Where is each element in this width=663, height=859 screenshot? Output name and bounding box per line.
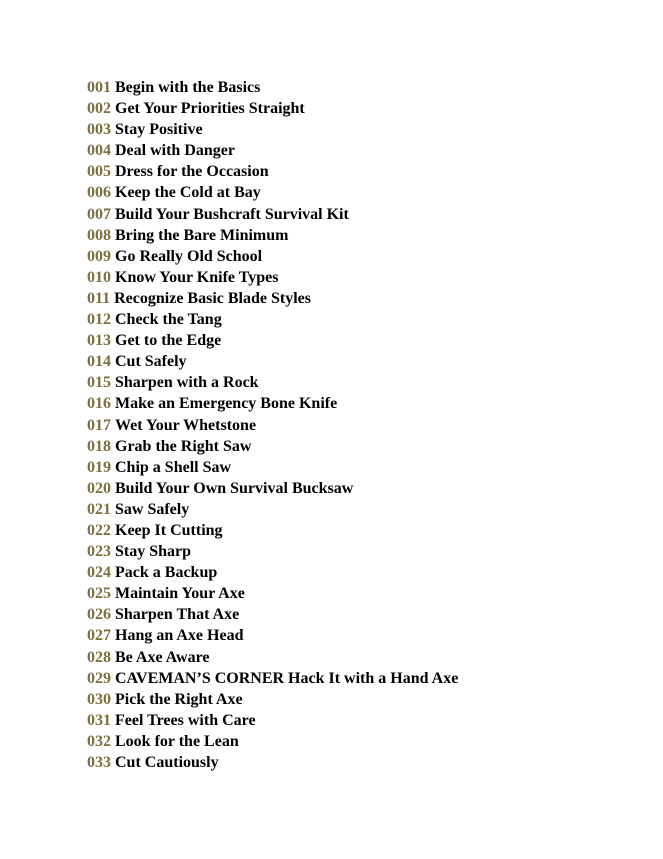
toc-entry-title[interactable]: Chip a Shell Saw — [115, 458, 232, 476]
toc-entry-number: 027 — [87, 627, 111, 645]
toc-entry[interactable] — [87, 520, 458, 541]
toc-entry-title[interactable]: Check the Tang — [115, 311, 222, 329]
toc-entry-title[interactable]: Sharpen That Axe — [115, 606, 240, 624]
toc-entry[interactable] — [87, 752, 458, 773]
toc-entry-number: 022 — [87, 521, 111, 539]
table-of-contents — [87, 77, 458, 773]
toc-entry[interactable] — [87, 161, 458, 182]
toc-entry[interactable] — [87, 583, 458, 604]
toc-entry-number: 017 — [87, 416, 111, 434]
toc-entry-number: 030 — [87, 690, 111, 708]
toc-entry-title[interactable]: Build Your Own Survival Bucksaw — [115, 479, 354, 497]
toc-entry-title[interactable]: Stay Positive — [115, 121, 203, 139]
toc-entry-number: 014 — [87, 353, 111, 371]
toc-entry[interactable] — [87, 499, 458, 520]
toc-entry-number: 031 — [87, 711, 111, 729]
toc-entry-number: 018 — [87, 437, 111, 455]
toc-entry[interactable] — [87, 562, 458, 583]
toc-entry-number: 016 — [87, 395, 111, 413]
toc-entry-number: 025 — [87, 585, 111, 603]
toc-entry[interactable] — [87, 98, 458, 119]
toc-entry[interactable] — [87, 225, 458, 246]
toc-entry[interactable] — [87, 625, 458, 646]
toc-entry[interactable] — [87, 182, 458, 203]
toc-entry-number: 004 — [87, 142, 111, 160]
toc-entry-title[interactable]: Be Axe Aware — [115, 648, 210, 666]
toc-entry-number: 003 — [87, 121, 111, 139]
toc-entry-title[interactable]: Get to the Edge — [115, 332, 222, 350]
toc-entry-number: 032 — [87, 732, 111, 750]
toc-entry-title[interactable]: Cut Cautiously — [115, 754, 219, 771]
toc-entry-number: 019 — [87, 458, 111, 476]
toc-entry-number: 020 — [87, 479, 111, 497]
toc-entry-title[interactable]: Pack a Backup — [115, 564, 218, 582]
toc-entry-number: 011 — [87, 289, 111, 307]
toc-entry-number: 008 — [87, 226, 111, 244]
toc-entry[interactable] — [87, 689, 458, 710]
toc-entry-title[interactable]: CAVEMAN’S CORNER Hack It with a Hand Axe — [115, 669, 459, 687]
toc-entry-title[interactable]: Cut Safely — [115, 353, 187, 371]
toc-entry[interactable] — [87, 478, 458, 499]
toc-entry-number: 024 — [87, 564, 111, 582]
toc-entry-number: 023 — [87, 543, 111, 561]
toc-entry-title[interactable]: Build Your Bushcraft Survival Kit — [115, 205, 349, 223]
toc-entry[interactable] — [87, 309, 458, 330]
toc-entry-number: 010 — [87, 268, 111, 286]
toc-entry-number: 029 — [87, 669, 111, 687]
toc-entry-title[interactable]: Know Your Knife Types — [115, 268, 279, 286]
toc-entry-number: 028 — [87, 648, 111, 666]
toc-entry-title[interactable]: Go Really Old School — [115, 247, 263, 265]
toc-entry[interactable] — [87, 267, 458, 288]
toc-entry[interactable] — [87, 330, 458, 351]
toc-entry-title[interactable]: Stay Sharp — [115, 543, 192, 561]
toc-entry-number: 001 — [87, 79, 111, 96]
toc-entry-number: 006 — [87, 184, 111, 202]
toc-entry[interactable] — [87, 604, 458, 625]
toc-entry-title[interactable]: Keep It Cutting — [115, 521, 223, 539]
toc-entry[interactable] — [87, 415, 458, 436]
toc-entry-title[interactable]: Wet Your Whetstone — [115, 416, 257, 434]
toc-entry-number: 033 — [87, 754, 111, 771]
toc-entry[interactable] — [87, 246, 458, 267]
toc-entry-number: 002 — [87, 100, 111, 118]
toc-entry-title[interactable]: Make an Emergency Bone Knife — [115, 395, 338, 413]
toc-entry[interactable] — [87, 204, 458, 225]
toc-entry-title[interactable]: Sharpen with a Rock — [115, 374, 259, 392]
toc-entry[interactable] — [87, 351, 458, 372]
toc-entry[interactable] — [87, 140, 458, 161]
toc-entry-title[interactable]: Get Your Priorities Straight — [115, 100, 305, 118]
toc-entry-title[interactable]: Grab the Right Saw — [115, 437, 252, 455]
toc-entry[interactable] — [87, 647, 458, 668]
toc-entry-title[interactable]: Saw Safely — [115, 500, 190, 518]
toc-entry-title[interactable]: Hang an Axe Head — [115, 627, 244, 645]
toc-entry-title[interactable]: Dress for the Occasion — [115, 163, 269, 181]
toc-entry-title[interactable]: Maintain Your Axe — [115, 585, 245, 603]
toc-entry-number: 013 — [87, 332, 111, 350]
toc-entry[interactable] — [87, 731, 458, 752]
toc-entry-number: 012 — [87, 311, 111, 329]
toc-entry[interactable] — [87, 119, 458, 140]
toc-entry-number: 021 — [87, 500, 111, 518]
toc-entry-title[interactable]: Deal with Danger — [115, 142, 235, 160]
toc-entry-number: 005 — [87, 163, 111, 181]
toc-entry[interactable] — [87, 668, 458, 689]
toc-entry[interactable] — [87, 436, 458, 457]
toc-entry-title[interactable]: Look for the Lean — [115, 732, 239, 750]
toc-entry-number: 007 — [87, 205, 111, 223]
toc-entry-number: 015 — [87, 374, 111, 392]
toc-entry-title[interactable]: Bring the Bare Minimum — [115, 226, 289, 244]
toc-entry[interactable] — [87, 77, 458, 98]
toc-entry-title[interactable]: Recognize Basic Blade Styles — [114, 289, 311, 307]
toc-entry-number: 026 — [87, 606, 111, 624]
toc-entry-title[interactable]: Begin with the Basics — [115, 79, 261, 96]
toc-entry-title[interactable]: Keep the Cold at Bay — [115, 184, 261, 202]
toc-entry-title[interactable]: Feel Trees with Care — [115, 711, 256, 729]
toc-entry[interactable] — [87, 393, 458, 414]
toc-entry-number: 009 — [87, 247, 111, 265]
toc-entry[interactable] — [87, 541, 458, 562]
toc-entry[interactable] — [87, 372, 458, 393]
toc-entry-title[interactable]: Pick the Right Axe — [115, 690, 243, 708]
toc-entry[interactable] — [87, 288, 458, 309]
toc-entry[interactable] — [87, 457, 458, 478]
toc-entry[interactable] — [87, 710, 458, 731]
